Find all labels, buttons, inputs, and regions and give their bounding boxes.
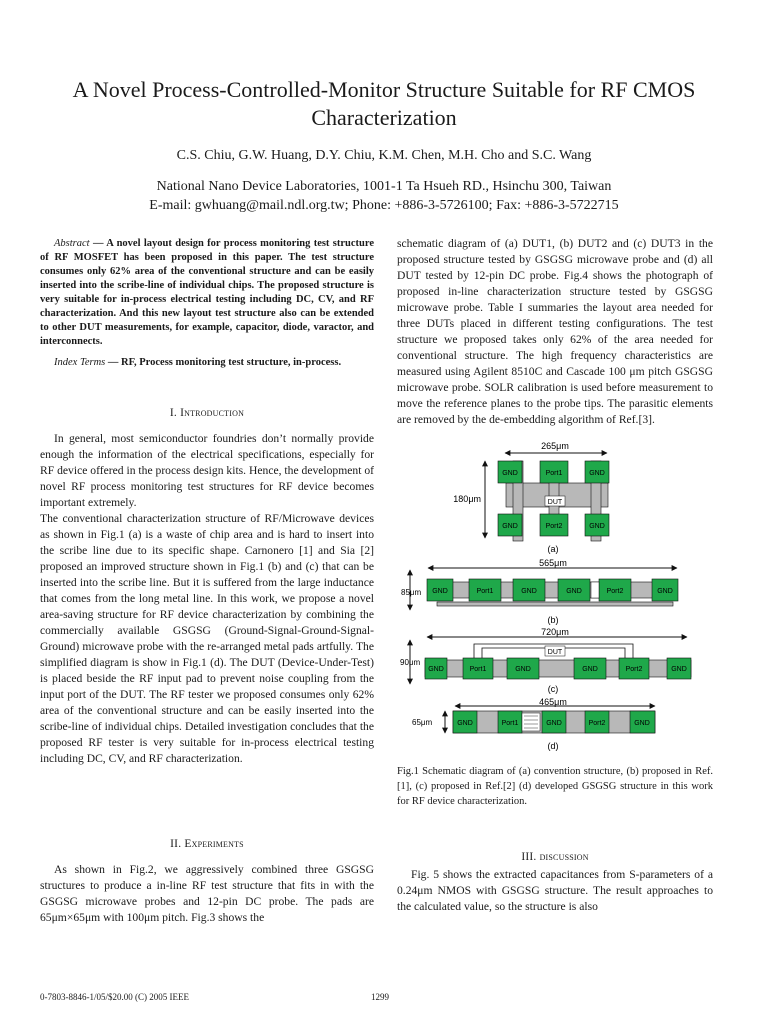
- abstract-text: A novel layout design for process monitoring test structure of RF MOSFET has been proposed in this paper. The test structure consumes only 62% area of the conventional structure and can be easily inserted into the scribe-line of individual chips. The proposed structure is very suitable for in-process electrical testing including DC, CV, and RF characterization. And this new layout test structure also can be extended to other DUT measurements, for example, capacitor, diode, varactor, and interconnects.: [40, 238, 375, 347]
- section-heading-introduction: [40, 407, 374, 419]
- svg-text:GND: GND: [502, 470, 518, 477]
- paper-title: A Novel Process-Controlled-Monitor Structure Suitable for RF CMOS Characterization: [72, 77, 696, 130]
- svg-text:GND: GND: [634, 720, 650, 727]
- subfigure-tag: (c): [547, 684, 559, 694]
- dimension-width: 720μm: [541, 627, 569, 637]
- svg-text:Port1: Port1: [545, 470, 563, 477]
- index-terms: [40, 356, 374, 370]
- svg-text:GND: GND: [589, 523, 605, 530]
- section-number: II.: [170, 838, 185, 850]
- svg-text:Port2: Port2: [625, 666, 643, 673]
- svg-text:GND: GND: [671, 666, 687, 673]
- svg-text:Port1: Port1: [476, 588, 494, 595]
- svg-text:Port2: Port2: [606, 588, 624, 595]
- paragraph: schematic diagram of (a) DUT1, (b) DUT2 and (c) DUT3 in the proposed structure tested by GSGSG microwave probe and (d) all DUT tested by 12-pin DC probe. Fig.4 shows the photograph of proposed in-line characterization structure tested by GSGSG microwave probe. Table I summaries the layout area needed for three DUTs placed in different testing configurations. The test structure we proposed takes only 62% of the area needed for conventional structure. The high frequency characteristics are measured using Agilent 8510C and Cascade 100 μm pitch GSGSG microwave probe. SOLR calibration is used before measurement to move the reference planes to the probe tips. The parasitic elements are removed by the de-embedding algorithm of Ref.[3].: [397, 237, 713, 426]
- paragraph: In general, most semiconductor foundries don’t normally provide enough the information of the electrical specifications, especially for RF device offered in the process design kits. Hence, the development of novel RF process monitoring test structures for RF device becomes important extremely.: [40, 432, 374, 509]
- affiliation-address: National Nano Device Laboratories, 1001-1 Ta Hsueh RD., Hsinchu 300, Taiwan: [156, 179, 612, 194]
- figure-1a: [453, 441, 609, 554]
- svg-text:DUT: DUT: [547, 499, 563, 506]
- svg-text:Port2: Port2: [588, 720, 606, 727]
- index-terms-text: RF, Process monitoring test structure, in-process.: [120, 357, 342, 368]
- dimension-width: 465μm: [539, 697, 567, 707]
- figure-1b: [401, 558, 678, 625]
- section-heading-discussion: [397, 851, 713, 863]
- svg-text:DUT: DUT: [547, 649, 563, 656]
- section-heading-experiments: [40, 838, 374, 850]
- svg-text:GND: GND: [589, 470, 605, 477]
- svg-text:GND: GND: [657, 588, 673, 595]
- dimension-height: 85μm: [401, 588, 422, 597]
- svg-text:GND: GND: [515, 666, 531, 673]
- svg-text:GND: GND: [432, 588, 448, 595]
- svg-text:GND: GND: [546, 720, 562, 727]
- figure-1: [397, 436, 717, 762]
- index-terms-dash: —: [105, 357, 121, 368]
- abstract-label: Abstract: [54, 238, 90, 249]
- dut-box: [522, 713, 540, 731]
- experiments-body: [40, 862, 374, 926]
- svg-text:GND: GND: [566, 588, 582, 595]
- paragraph: As shown in Fig.2, we aggressively combined three GSGSG structures to produce a in-line RF test structure that fits in with the GSGSG microwave probes and 12-pin DC probe. The pads are 65μm×65μm with 100μm pitch. Fig.3 shows the: [40, 863, 374, 924]
- dimension-height: 65μm: [412, 718, 433, 727]
- svg-text:Port1: Port1: [501, 720, 519, 727]
- experiments-continuation: [397, 236, 713, 428]
- page-number: 1299: [371, 992, 389, 1002]
- abstract-dash: —: [89, 238, 107, 249]
- svg-text:GND: GND: [457, 720, 473, 727]
- section-name: discussion: [539, 851, 589, 863]
- svg-text:Port1: Port1: [469, 666, 487, 673]
- figure-1c: [400, 627, 691, 694]
- introduction-body: [40, 431, 374, 767]
- section-name: Introduction: [180, 407, 245, 419]
- svg-text:GND: GND: [502, 523, 518, 530]
- svg-text:GND: GND: [582, 666, 598, 673]
- author-list: C.S. Chiu, G.W. Huang, D.Y. Chiu, K.M. Chen, M.H. Cho and S.C. Wang: [176, 148, 592, 163]
- dimension-height: 180μm: [453, 494, 481, 504]
- section-name: Experiments: [184, 838, 244, 850]
- subfigure-tag: (a): [547, 544, 559, 554]
- subfigure-tag: (d): [547, 741, 559, 751]
- index-terms-label: Index Terms: [54, 357, 106, 368]
- paragraph: Fig. 5 shows the extracted capacitances from S-parameters of a 0.24μm NMOS with GSGSG structure. The result approaches to the calculated value, so the structure is also: [397, 868, 713, 913]
- svg-text:GND: GND: [521, 588, 537, 595]
- abstract: [40, 237, 374, 349]
- paragraph: The conventional characterization structure of RF/Microwave devices as shown in Fig.1 (a) is a waste of chip area and is hard to insert into the scribe line due to its specific shape. Carnonero [1] and Sia [2] proposed an improved structure shown in Fig.1 (b) and (c) that can be inserted into the scribe line. But it is suffered from the large inductance that comes from the long metal line. In this work, we propose a novel area-saving structure for RF device characterization by combining the commercially available GSGSG (Ground-Signal-Ground-Signal-Ground) microwave probe with the re-arranged metal pads artfully. The simplified diagram is show in Fig.1 (d). The DUT (Device-Under-Test) is placed beside the RF input pad to prevent noise coupling from the input port of the DUT. The RF tester we proposed consumes only 62% area of the conventional structure and can be easily inserted into the scribe-line of individual chips. Detailed investigation concludes that the proposed RF tester is very suitable for in-process electrical testing including DC, CV, and RF characterization.: [40, 512, 374, 765]
- dut-box: [591, 582, 599, 598]
- dimension-height: 90μm: [400, 658, 421, 667]
- dimension-width: 265μm: [541, 441, 569, 451]
- subfigure-tag: (b): [547, 615, 559, 625]
- affiliation-contact: E-mail: gwhuang@mail.ndl.org.tw; Phone: +886-3-5726100; Fax: +886-3-5722715: [149, 198, 619, 213]
- dimension-width: 565μm: [539, 558, 567, 568]
- discussion-body: [397, 867, 713, 915]
- figure-1d: [412, 697, 655, 751]
- svg-text:GND: GND: [428, 666, 444, 673]
- figure-1-caption: Fig.1 Schematic diagram of (a) convention structure, (b) proposed in Ref.[1], (c) proposed in Ref.[2] (d) developed GSGSG structure in this work for RF device characterization.: [397, 766, 713, 807]
- affiliation-block: [40, 177, 728, 215]
- section-number: I.: [169, 407, 181, 419]
- footer-copyright: 0-7803-8846-1/05/$20.00 (C) 2005 IEEE: [40, 992, 189, 1002]
- section-number: III.: [521, 851, 540, 863]
- svg-text:Port2: Port2: [545, 523, 563, 530]
